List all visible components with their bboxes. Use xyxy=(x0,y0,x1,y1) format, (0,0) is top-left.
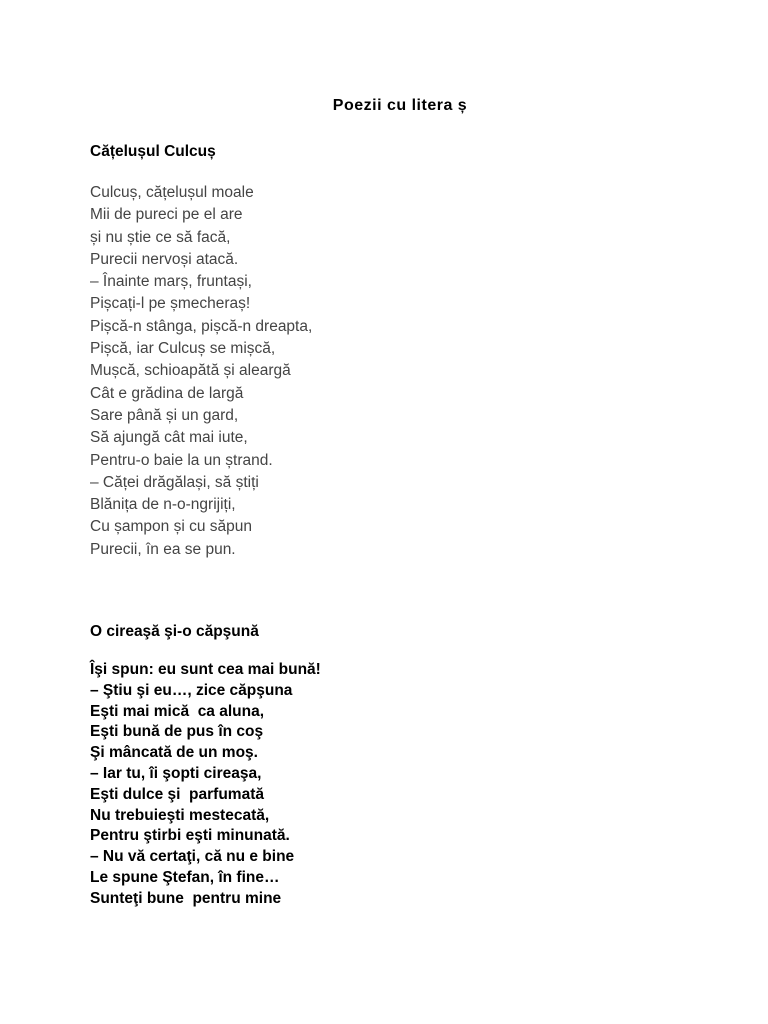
poem-title: Cățelușul Culcuș xyxy=(90,143,216,160)
poem-line: Mușcă, schioapătă și aleargă xyxy=(90,362,291,380)
poem-line: Purecii, în ea se pun. xyxy=(90,540,236,558)
poem-line: Nu trebuieşti mestecată, xyxy=(90,806,270,824)
poem-line: Mii de pureci pe el are xyxy=(90,206,243,224)
poem-line: Sare până și un gard, xyxy=(90,406,239,424)
poem-line: Să ajungă cât mai iute, xyxy=(90,429,248,447)
poem-line: Îşi spun: eu sunt cea mai bună! xyxy=(90,661,321,678)
poem-body xyxy=(90,660,321,910)
poem-line: Sunteţi bune pentru mine xyxy=(90,889,282,907)
poem-line: – Ştiu şi eu…, zice căpşuna xyxy=(90,681,293,699)
poem-line: Pentru ştirbi eşti minunată. xyxy=(90,827,290,845)
poem-line: Pișcă, iar Culcuș se mișcă, xyxy=(90,340,276,358)
poem-line: Cât e grădina de largă xyxy=(90,384,244,402)
poem-line: Eşti dulce şi parfumată xyxy=(90,785,264,803)
poem-line: Blănița de n-o-ngrijiți, xyxy=(90,496,236,514)
poem-line: Pișcați-l pe șmecheraș! xyxy=(90,295,251,313)
poem-line: Le spune Ştefan, în fine… xyxy=(90,868,280,886)
poem-body xyxy=(90,182,312,561)
poem-line: – Căței drăgălași, să știți xyxy=(90,473,259,491)
poem-line: – Înainte marș, fruntași, xyxy=(90,273,252,291)
poem-line: – Iar tu, îi şopti cireaşa, xyxy=(90,764,262,782)
poem-line: Pentru-o baie la un ștrand. xyxy=(90,451,273,469)
poem-line: Eşti mai mică ca aluna, xyxy=(90,702,265,720)
poem-line: și nu știe ce să facă, xyxy=(90,228,231,246)
page-title: Poezii cu litera ș xyxy=(332,97,468,114)
poem-line: Eşti bună de pus în coş xyxy=(90,723,264,741)
poem-line: Cu șampon și cu săpun xyxy=(90,518,252,536)
poem-line: Pișcă-n stânga, pișcă-n dreapta, xyxy=(90,317,313,335)
poem-title: O cireaşă şi-o căpşună xyxy=(90,623,259,640)
poem-line: – Nu vă certaţi, că nu e bine xyxy=(90,848,295,866)
poem-line: Purecii nervoși atacă. xyxy=(90,250,239,268)
poem-line: Şi mâncată de un moş. xyxy=(90,744,258,762)
poem-line: Culcuș, cățelușul moale xyxy=(90,184,254,201)
